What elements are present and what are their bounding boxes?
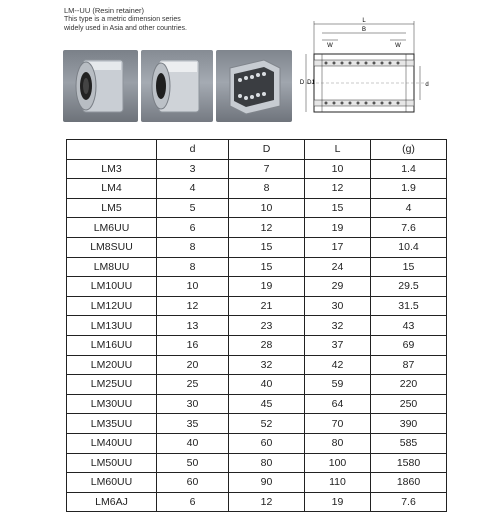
table-row — [67, 218, 447, 238]
col-header-L: L — [305, 140, 371, 160]
table-row — [67, 335, 447, 355]
cell-L: 42 — [305, 355, 371, 375]
cell-D: 8 — [229, 179, 305, 199]
cell-D: 60 — [229, 433, 305, 453]
cell-D: 15 — [229, 237, 305, 257]
cell-d: 6 — [157, 218, 229, 238]
cell-weight: 1.4 — [371, 159, 447, 179]
cell-weight: 29.5 — [371, 277, 447, 297]
table-header-row — [67, 140, 447, 160]
cell-D: 7 — [229, 159, 305, 179]
header-description — [64, 6, 187, 33]
cell-L: 30 — [305, 296, 371, 316]
cell-L: 19 — [305, 492, 371, 512]
table-row — [67, 433, 447, 453]
cell-D: 10 — [229, 198, 305, 218]
col-header-d: d — [157, 140, 229, 160]
cell-D: 21 — [229, 296, 305, 316]
cell-d: 12 — [157, 296, 229, 316]
table-row — [67, 179, 447, 199]
header-desc-line2: widely used in Asia and other countries. — [64, 25, 187, 32]
header-desc-line1: This type is a metric dimension series — [64, 16, 181, 23]
dim-label-B: B — [361, 27, 367, 33]
cell-L: 110 — [305, 473, 371, 493]
cell-weight: 87 — [371, 355, 447, 375]
cell-D: 23 — [229, 316, 305, 336]
table-row — [67, 198, 447, 218]
table-row — [67, 159, 447, 179]
cell-weight: 585 — [371, 433, 447, 453]
cell-d: 10 — [157, 277, 229, 297]
cell-L: 15 — [305, 198, 371, 218]
dim-label-L: L — [362, 18, 366, 24]
cell-model: LM3 — [67, 159, 157, 179]
dim-label-W-right: W — [395, 43, 401, 49]
photo-bearing-end — [63, 50, 138, 122]
cell-model: LM4 — [67, 179, 157, 199]
cell-D: 12 — [229, 218, 305, 238]
cell-L: 12 — [305, 179, 371, 199]
cell-model: LM50UU — [67, 453, 157, 473]
cell-model: LM40UU — [67, 433, 157, 453]
cell-weight: 4 — [371, 198, 447, 218]
table-row — [67, 296, 447, 316]
cell-L: 70 — [305, 414, 371, 434]
cell-weight: 15 — [371, 257, 447, 277]
cell-weight: 10.4 — [371, 237, 447, 257]
table-row — [67, 257, 447, 277]
cell-D: 12 — [229, 492, 305, 512]
cell-d: 60 — [157, 473, 229, 493]
table-row — [67, 237, 447, 257]
cell-D: 28 — [229, 335, 305, 355]
cell-weight: 31.5 — [371, 296, 447, 316]
cell-d: 25 — [157, 375, 229, 395]
cell-weight: 1580 — [371, 453, 447, 473]
cell-L: 100 — [305, 453, 371, 473]
cell-d: 5 — [157, 198, 229, 218]
cell-D: 19 — [229, 277, 305, 297]
cell-weight: 7.6 — [371, 492, 447, 512]
table-row — [67, 355, 447, 375]
cell-weight: 43 — [371, 316, 447, 336]
cell-model: LM12UU — [67, 296, 157, 316]
cell-d: 3 — [157, 159, 229, 179]
table-row — [67, 414, 447, 434]
cell-d: 40 — [157, 433, 229, 453]
cell-D: 90 — [229, 473, 305, 493]
cell-weight: 7.6 — [371, 218, 447, 238]
cell-L: 32 — [305, 316, 371, 336]
cell-model: LM25UU — [67, 375, 157, 395]
photo-bearing-angle — [141, 50, 213, 122]
cell-L: 64 — [305, 394, 371, 414]
cell-D: 52 — [229, 414, 305, 434]
technical-drawing — [296, 14, 436, 128]
cell-model: LM35UU — [67, 414, 157, 434]
table-row — [67, 453, 447, 473]
dim-label-D1: D1 — [307, 80, 315, 86]
cell-model: LM5 — [67, 198, 157, 218]
cell-model: LM8SUU — [67, 237, 157, 257]
cell-weight: 250 — [371, 394, 447, 414]
cell-D: 15 — [229, 257, 305, 277]
col-header-D: D — [229, 140, 305, 160]
spec-table — [66, 139, 447, 512]
cell-model: LM6AJ — [67, 492, 157, 512]
cell-model: LM10UU — [67, 277, 157, 297]
cell-weight: 1.9 — [371, 179, 447, 199]
dim-label-D: D — [299, 80, 305, 86]
cell-L: 19 — [305, 218, 371, 238]
col-header-model — [67, 140, 157, 160]
table-row — [67, 394, 447, 414]
cell-d: 8 — [157, 237, 229, 257]
cell-weight: 220 — [371, 375, 447, 395]
dim-label-d: d — [425, 82, 429, 88]
cell-d: 13 — [157, 316, 229, 336]
cell-weight: 1860 — [371, 473, 447, 493]
table-row — [67, 492, 447, 512]
cell-d: 30 — [157, 394, 229, 414]
header-title: LM--UU (Resin retainer) — [64, 6, 145, 15]
cell-L: 80 — [305, 433, 371, 453]
cell-D: 40 — [229, 375, 305, 395]
table-row — [67, 277, 447, 297]
cell-model: LM13UU — [67, 316, 157, 336]
cell-L: 24 — [305, 257, 371, 277]
cell-L: 29 — [305, 277, 371, 297]
cell-L: 17 — [305, 237, 371, 257]
table-row — [67, 473, 447, 493]
photo-bearing-cutaway — [216, 50, 292, 122]
cell-d: 35 — [157, 414, 229, 434]
dim-label-W-left: W — [327, 43, 333, 49]
table-row — [67, 316, 447, 336]
cell-D: 32 — [229, 355, 305, 375]
cell-model: LM60UU — [67, 473, 157, 493]
table-row — [67, 375, 447, 395]
cell-model: LM20UU — [67, 355, 157, 375]
cell-model: LM8UU — [67, 257, 157, 277]
cell-model: LM16UU — [67, 335, 157, 355]
cell-weight: 390 — [371, 414, 447, 434]
cell-weight: 69 — [371, 335, 447, 355]
cell-L: 37 — [305, 335, 371, 355]
cell-d: 8 — [157, 257, 229, 277]
cell-L: 10 — [305, 159, 371, 179]
cell-d: 20 — [157, 355, 229, 375]
cell-d: 6 — [157, 492, 229, 512]
cell-d: 4 — [157, 179, 229, 199]
cell-D: 45 — [229, 394, 305, 414]
cell-d: 50 — [157, 453, 229, 473]
col-header-weight: (g) — [371, 140, 447, 160]
cell-model: LM6UU — [67, 218, 157, 238]
cell-L: 59 — [305, 375, 371, 395]
cell-D: 80 — [229, 453, 305, 473]
cell-model: LM30UU — [67, 394, 157, 414]
cell-d: 16 — [157, 335, 229, 355]
